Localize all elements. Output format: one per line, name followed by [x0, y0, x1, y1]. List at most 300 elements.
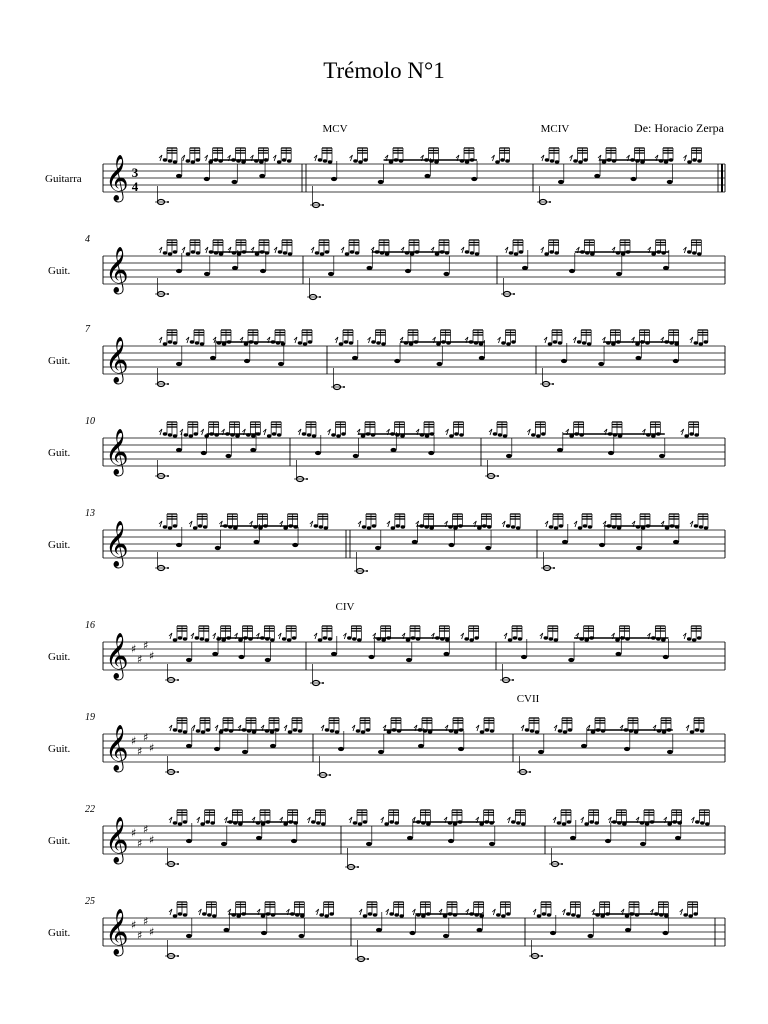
notehead — [200, 822, 205, 825]
notehead — [358, 822, 363, 825]
notehead — [587, 342, 592, 345]
notehead — [690, 730, 695, 733]
notehead — [205, 820, 210, 823]
notehead — [366, 728, 371, 731]
notehead — [409, 342, 414, 345]
notehead — [291, 839, 297, 843]
rest-icon — [387, 521, 390, 527]
key-sharp-icon: ♯ — [131, 918, 137, 932]
notehead — [376, 341, 381, 344]
notehead — [577, 340, 582, 343]
dot — [541, 955, 543, 957]
notehead — [530, 729, 535, 732]
notehead — [611, 342, 616, 345]
notehead — [695, 728, 700, 731]
notehead — [277, 160, 282, 163]
rest-icon — [554, 725, 557, 731]
notehead — [426, 822, 431, 825]
key-sharp-icon: ♯ — [143, 915, 149, 928]
notehead — [173, 638, 178, 641]
notehead — [232, 266, 238, 270]
dot — [167, 567, 169, 569]
notehead — [378, 180, 384, 184]
dot — [367, 958, 369, 960]
notehead — [308, 340, 313, 343]
rest-icon — [169, 909, 172, 915]
notehead — [385, 252, 390, 255]
notehead — [363, 158, 368, 161]
notehead — [578, 526, 583, 529]
notehead — [458, 747, 464, 751]
notehead — [328, 160, 333, 163]
notehead — [608, 451, 614, 455]
notehead — [699, 342, 704, 345]
notehead — [568, 728, 573, 731]
rest-icon — [298, 429, 301, 435]
notehead — [704, 340, 709, 343]
key-sharp-icon: ♯ — [143, 731, 149, 744]
notehead — [288, 252, 293, 255]
notehead — [320, 252, 325, 255]
notehead — [555, 160, 560, 163]
notehead — [634, 730, 639, 733]
notehead — [471, 177, 477, 181]
notehead — [242, 750, 248, 754]
dot — [497, 475, 499, 477]
notehead — [429, 526, 434, 529]
notehead — [700, 821, 705, 824]
notehead — [667, 822, 672, 825]
page-title: Trémolo N°1 — [323, 58, 445, 83]
rest-icon — [182, 247, 185, 253]
notehead — [694, 524, 699, 527]
notehead — [547, 913, 552, 916]
notehead — [588, 525, 593, 528]
notehead — [490, 729, 495, 732]
notehead — [406, 658, 412, 662]
rest-icon — [545, 521, 548, 527]
notehead — [695, 820, 700, 823]
notehead — [201, 730, 206, 733]
notehead — [505, 159, 510, 162]
notehead — [501, 341, 506, 344]
dot — [167, 201, 169, 203]
notehead — [641, 526, 646, 529]
notehead — [186, 839, 192, 843]
notehead — [331, 433, 336, 436]
notehead — [514, 252, 519, 255]
notehead — [389, 820, 394, 823]
notehead — [381, 638, 386, 641]
notehead — [173, 914, 178, 917]
notehead — [550, 159, 555, 162]
notehead — [664, 914, 669, 917]
rest-icon — [684, 155, 687, 161]
notehead — [250, 448, 256, 452]
rest-icon — [169, 817, 172, 823]
notehead — [368, 912, 373, 915]
notehead — [688, 914, 693, 917]
notehead — [661, 638, 666, 641]
rest-icon — [191, 633, 194, 639]
notehead — [256, 836, 262, 840]
notehead — [173, 160, 178, 163]
dot — [322, 204, 324, 206]
notehead — [664, 160, 669, 163]
notehead — [361, 730, 366, 733]
notehead — [241, 160, 246, 163]
notehead — [511, 525, 516, 528]
rest-icon — [352, 725, 355, 731]
notehead — [443, 934, 449, 938]
rest-icon — [681, 429, 684, 435]
notehead — [562, 822, 567, 825]
dot — [319, 296, 321, 298]
key-sharp-icon: ♯ — [149, 649, 155, 663]
notehead — [350, 250, 355, 253]
key-sharp-icon: ♯ — [137, 837, 143, 850]
notehead — [176, 269, 182, 273]
rest-icon — [159, 247, 162, 253]
time-signature-bottom: 4 — [131, 179, 139, 194]
dot — [553, 567, 555, 569]
notehead — [663, 931, 669, 935]
notehead — [236, 914, 241, 917]
notehead — [222, 342, 227, 345]
rest-icon — [321, 725, 324, 731]
measure-number: 7 — [85, 324, 90, 335]
notehead — [516, 821, 521, 824]
dot — [529, 771, 531, 773]
notehead — [335, 730, 340, 733]
instrument-label: Guit. — [48, 355, 71, 367]
key-sharp-icon: ♯ — [149, 833, 155, 847]
notehead — [616, 652, 622, 656]
notehead — [479, 356, 485, 360]
notehead — [325, 250, 330, 253]
notehead — [464, 637, 469, 640]
notehead — [548, 342, 553, 345]
notehead — [493, 432, 498, 435]
notehead — [183, 820, 188, 823]
notehead — [376, 928, 382, 932]
notehead — [367, 266, 373, 270]
notehead — [331, 652, 337, 656]
notehead — [244, 342, 249, 345]
rest-icon — [683, 633, 686, 639]
notehead — [212, 914, 217, 917]
notehead — [697, 252, 702, 255]
rest-icon — [489, 429, 492, 435]
rest-icon — [182, 155, 185, 161]
notehead — [193, 526, 198, 529]
notehead — [692, 638, 697, 641]
rest-icon — [192, 725, 195, 731]
notehead — [215, 546, 221, 550]
notehead — [591, 730, 596, 733]
notehead — [477, 928, 483, 932]
notehead — [435, 252, 440, 255]
notehead — [573, 159, 578, 162]
treble-clef-icon: 𝄞 — [105, 337, 129, 383]
rest-icon — [274, 247, 277, 253]
rest-icon — [690, 521, 693, 527]
notehead — [598, 362, 604, 366]
notehead — [578, 160, 583, 163]
rest-icon — [205, 155, 208, 161]
notehead — [202, 912, 207, 915]
dot — [512, 679, 514, 681]
treble-clef-icon: 𝄞 — [105, 155, 129, 201]
notehead — [694, 433, 699, 436]
rest-icon — [492, 155, 495, 161]
notehead — [318, 158, 323, 161]
notehead — [405, 269, 411, 273]
rest-icon — [533, 909, 536, 915]
notehead — [238, 638, 243, 641]
notehead — [537, 914, 542, 917]
notehead — [449, 543, 455, 547]
rest-icon — [197, 817, 200, 823]
notehead — [436, 342, 441, 345]
rest-icon — [159, 155, 162, 161]
dot — [177, 679, 179, 681]
rest-icon — [213, 633, 216, 639]
notehead — [692, 251, 697, 254]
notehead — [563, 730, 568, 733]
notehead — [281, 342, 286, 345]
notehead — [618, 434, 623, 437]
notehead — [372, 524, 377, 527]
notehead — [506, 342, 511, 345]
notehead — [239, 655, 245, 659]
notehead — [219, 730, 224, 733]
notehead — [692, 158, 697, 161]
dot — [167, 383, 169, 385]
notehead — [621, 252, 626, 255]
notehead — [278, 362, 284, 366]
notehead — [582, 341, 587, 344]
dot — [306, 478, 308, 480]
instrument-label: Guit. — [48, 835, 71, 847]
notehead — [590, 252, 595, 255]
notehead — [697, 159, 702, 162]
notehead — [428, 730, 433, 733]
notehead — [178, 912, 183, 915]
notehead — [362, 525, 367, 528]
notehead — [479, 914, 484, 917]
notehead — [425, 434, 430, 437]
rest-icon — [278, 633, 281, 639]
treble-clef-icon: 𝄞 — [105, 909, 129, 955]
notehead — [292, 636, 297, 639]
notehead — [571, 913, 576, 916]
notehead — [511, 820, 516, 823]
rest-icon — [492, 909, 495, 915]
key-sharp-icon: ♯ — [131, 642, 137, 656]
notehead — [339, 342, 344, 345]
notehead — [705, 822, 710, 825]
notehead — [226, 454, 232, 458]
notehead — [673, 359, 679, 363]
notehead — [389, 160, 394, 163]
notehead — [479, 822, 484, 825]
notehead — [569, 434, 574, 437]
notehead — [221, 638, 226, 641]
rest-icon — [541, 155, 544, 161]
notehead — [410, 931, 416, 935]
notehead — [384, 822, 389, 825]
notehead — [581, 744, 587, 748]
notehead — [173, 341, 178, 344]
notehead — [163, 342, 168, 345]
rest-icon — [328, 429, 331, 435]
dot — [366, 570, 368, 572]
rest-icon — [570, 155, 573, 161]
notehead — [391, 448, 397, 452]
rest-icon — [562, 909, 565, 915]
notehead — [469, 638, 474, 641]
notehead — [399, 914, 404, 917]
notehead — [500, 158, 505, 161]
notehead — [371, 340, 376, 343]
notehead — [549, 525, 554, 528]
measure-number: 13 — [85, 508, 95, 519]
notehead — [195, 341, 200, 344]
notehead — [283, 822, 288, 825]
notehead — [316, 821, 321, 824]
notehead — [298, 729, 303, 732]
notehead — [662, 730, 667, 733]
notehead — [437, 362, 443, 366]
notehead — [367, 526, 372, 529]
key-sharp-icon: ♯ — [137, 929, 143, 942]
rest-icon — [502, 521, 505, 527]
rest-icon — [186, 337, 189, 343]
notehead — [625, 928, 631, 932]
notehead — [168, 433, 173, 436]
treble-clef-icon: 𝄞 — [105, 247, 129, 293]
notehead — [315, 451, 321, 455]
notehead — [479, 342, 484, 345]
rest-icon — [310, 521, 313, 527]
notehead — [204, 272, 210, 276]
notehead — [667, 750, 673, 754]
notehead — [221, 842, 227, 846]
notehead — [255, 252, 260, 255]
notehead — [261, 931, 267, 935]
notehead — [331, 177, 337, 181]
notehead — [336, 434, 341, 437]
notehead — [270, 638, 275, 641]
notehead — [434, 160, 439, 163]
notehead — [168, 252, 173, 255]
notehead — [477, 526, 482, 529]
notehead — [345, 252, 350, 255]
rest-icon — [573, 337, 576, 343]
rest-icon — [343, 633, 346, 639]
notehead — [238, 822, 243, 825]
notehead — [323, 636, 328, 639]
notehead — [645, 822, 650, 825]
notehead — [594, 821, 599, 824]
notehead — [425, 174, 431, 178]
notehead — [557, 448, 563, 452]
notehead — [344, 340, 349, 343]
rest-icon — [505, 247, 508, 253]
notehead — [406, 638, 411, 641]
rest-icon — [521, 725, 524, 731]
notehead — [697, 636, 702, 639]
notehead — [550, 931, 556, 935]
notehead — [421, 914, 426, 917]
notehead — [324, 914, 329, 917]
notehead — [287, 159, 292, 162]
notehead — [624, 747, 630, 751]
notehead — [299, 934, 305, 938]
notehead — [495, 160, 500, 163]
notehead — [594, 174, 600, 178]
rest-icon — [527, 429, 530, 435]
rest-icon — [476, 725, 479, 731]
notehead — [589, 820, 594, 823]
rest-icon — [446, 429, 449, 435]
notehead — [513, 636, 518, 639]
notehead — [454, 730, 459, 733]
notehead — [210, 356, 216, 360]
dot — [549, 201, 551, 203]
notehead — [282, 637, 287, 640]
key-sharp-icon: ♯ — [137, 653, 143, 666]
notehead — [444, 652, 450, 656]
notehead — [283, 526, 288, 529]
notehead — [237, 252, 242, 255]
notehead — [178, 822, 183, 825]
measure-number: 25 — [85, 896, 95, 907]
notehead — [258, 526, 263, 529]
notehead — [583, 158, 588, 161]
notehead — [394, 821, 399, 824]
notehead — [531, 433, 536, 436]
notehead — [542, 912, 547, 915]
notehead — [184, 433, 189, 436]
notehead — [303, 342, 308, 345]
notehead — [219, 252, 224, 255]
notehead — [576, 914, 581, 917]
notehead — [201, 451, 207, 455]
notehead — [687, 637, 692, 640]
notehead — [363, 820, 368, 823]
notehead — [206, 728, 211, 731]
notehead — [689, 432, 694, 435]
measure-number: 4 — [85, 234, 90, 245]
notehead — [659, 454, 665, 458]
notehead — [569, 269, 575, 273]
notehead — [518, 637, 523, 640]
notehead — [394, 359, 400, 363]
notehead — [684, 434, 689, 437]
notehead — [584, 822, 589, 825]
notehead — [312, 434, 317, 437]
notehead — [265, 658, 271, 662]
notehead — [244, 359, 250, 363]
notehead — [191, 160, 196, 163]
notehead — [214, 747, 220, 751]
notehead — [558, 729, 563, 732]
notehead — [163, 432, 168, 435]
notehead — [485, 728, 490, 731]
notehead — [418, 744, 424, 748]
